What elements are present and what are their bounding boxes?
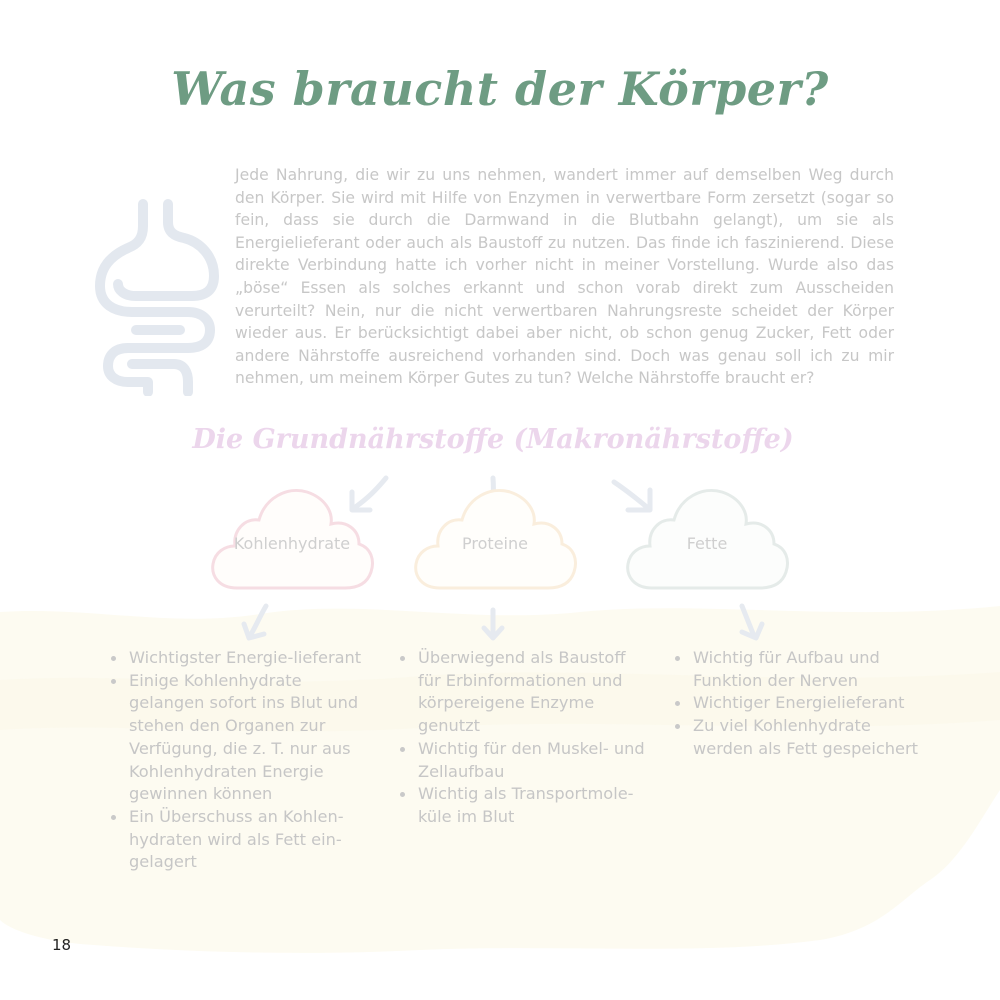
cloud-label: Fette [686, 534, 728, 553]
list-item: Zu viel Kohlenhydrate werden als Fett gespeichert [671, 715, 921, 760]
cloud-fette [622, 484, 792, 604]
list-item: Überwiegend als Baustoff für Erbinformationen und körpereigene Enzyme genutzt [396, 647, 646, 738]
cloud-kohlenhydrate [207, 484, 377, 604]
list-kohlenhydrate [107, 647, 367, 874]
list-item: Wichtiger Energielieferant [671, 692, 921, 715]
list-proteine [396, 647, 646, 829]
page-title: Was braucht der Körper? [171, 62, 829, 116]
arrow-icon [732, 600, 772, 646]
list-item: Wichtigster Energie-lieferant [107, 647, 367, 670]
intro-paragraph: Jede Nahrung, die wir zu uns nehmen, wandert immer auf demselben Weg durch den Körper. Sie wird mit Hilfe von Enzymen in verwertbare Form zersetzt (sogar so fein, dass sie durch die Darmwand in die Blutbahn gelangt), um sie als Energielieferant oder auch als Baustoff zu nutzen. Das finde ich faszinierend. Diese direkte Verbindung hatte ich vorher nicht in meiner Vorstellung. Wurde also das „böse“ Essen als solches erkannt und schon vorab direkt zum Ausscheiden verurteilt? Nein, nur die nicht verwertbaren Nahrungsreste scheidet der Körper wieder aus. Er berücksichtigt dabei aber nicht, ob schon genug Zucker, Fett oder andere Nährstoffe ausreichend vorhanden sind. Doch was genau soll ich zu mir nehmen, um meinem Körper Gutes zu tun? Welche Nährstoffe braucht er? [235, 166, 894, 388]
arrow-icon [478, 604, 508, 646]
cloud-proteine [410, 484, 580, 604]
list-item: Wichtig als Transportmole-küle im Blut [396, 783, 646, 828]
list-item: Einige Kohlenhydrate gelangen sofort ins Blut und stehen den Organen zur Verfügung, die z. T. nur aus Kohlenhydraten Energie gewinnen können [107, 670, 367, 806]
stomach-intestine-icon [88, 196, 228, 396]
page-number: 18 [52, 936, 72, 954]
list-fette [671, 647, 921, 761]
arrow-icon [236, 600, 276, 646]
section-subtitle: Die Grundnährstoffe (Makronährstoffe) [192, 424, 794, 455]
list-item: Ein Überschuss an Kohlen-hydraten wird als Fett ein-gelagert [107, 806, 367, 874]
list-item: Wichtig für Aufbau und Funktion der Nerven [671, 647, 921, 692]
cloud-label: Proteine [462, 534, 528, 553]
list-item: Wichtig für den Muskel- und Zellaufbau [396, 738, 646, 783]
cloud-label: Kohlenhydrate [233, 534, 351, 553]
